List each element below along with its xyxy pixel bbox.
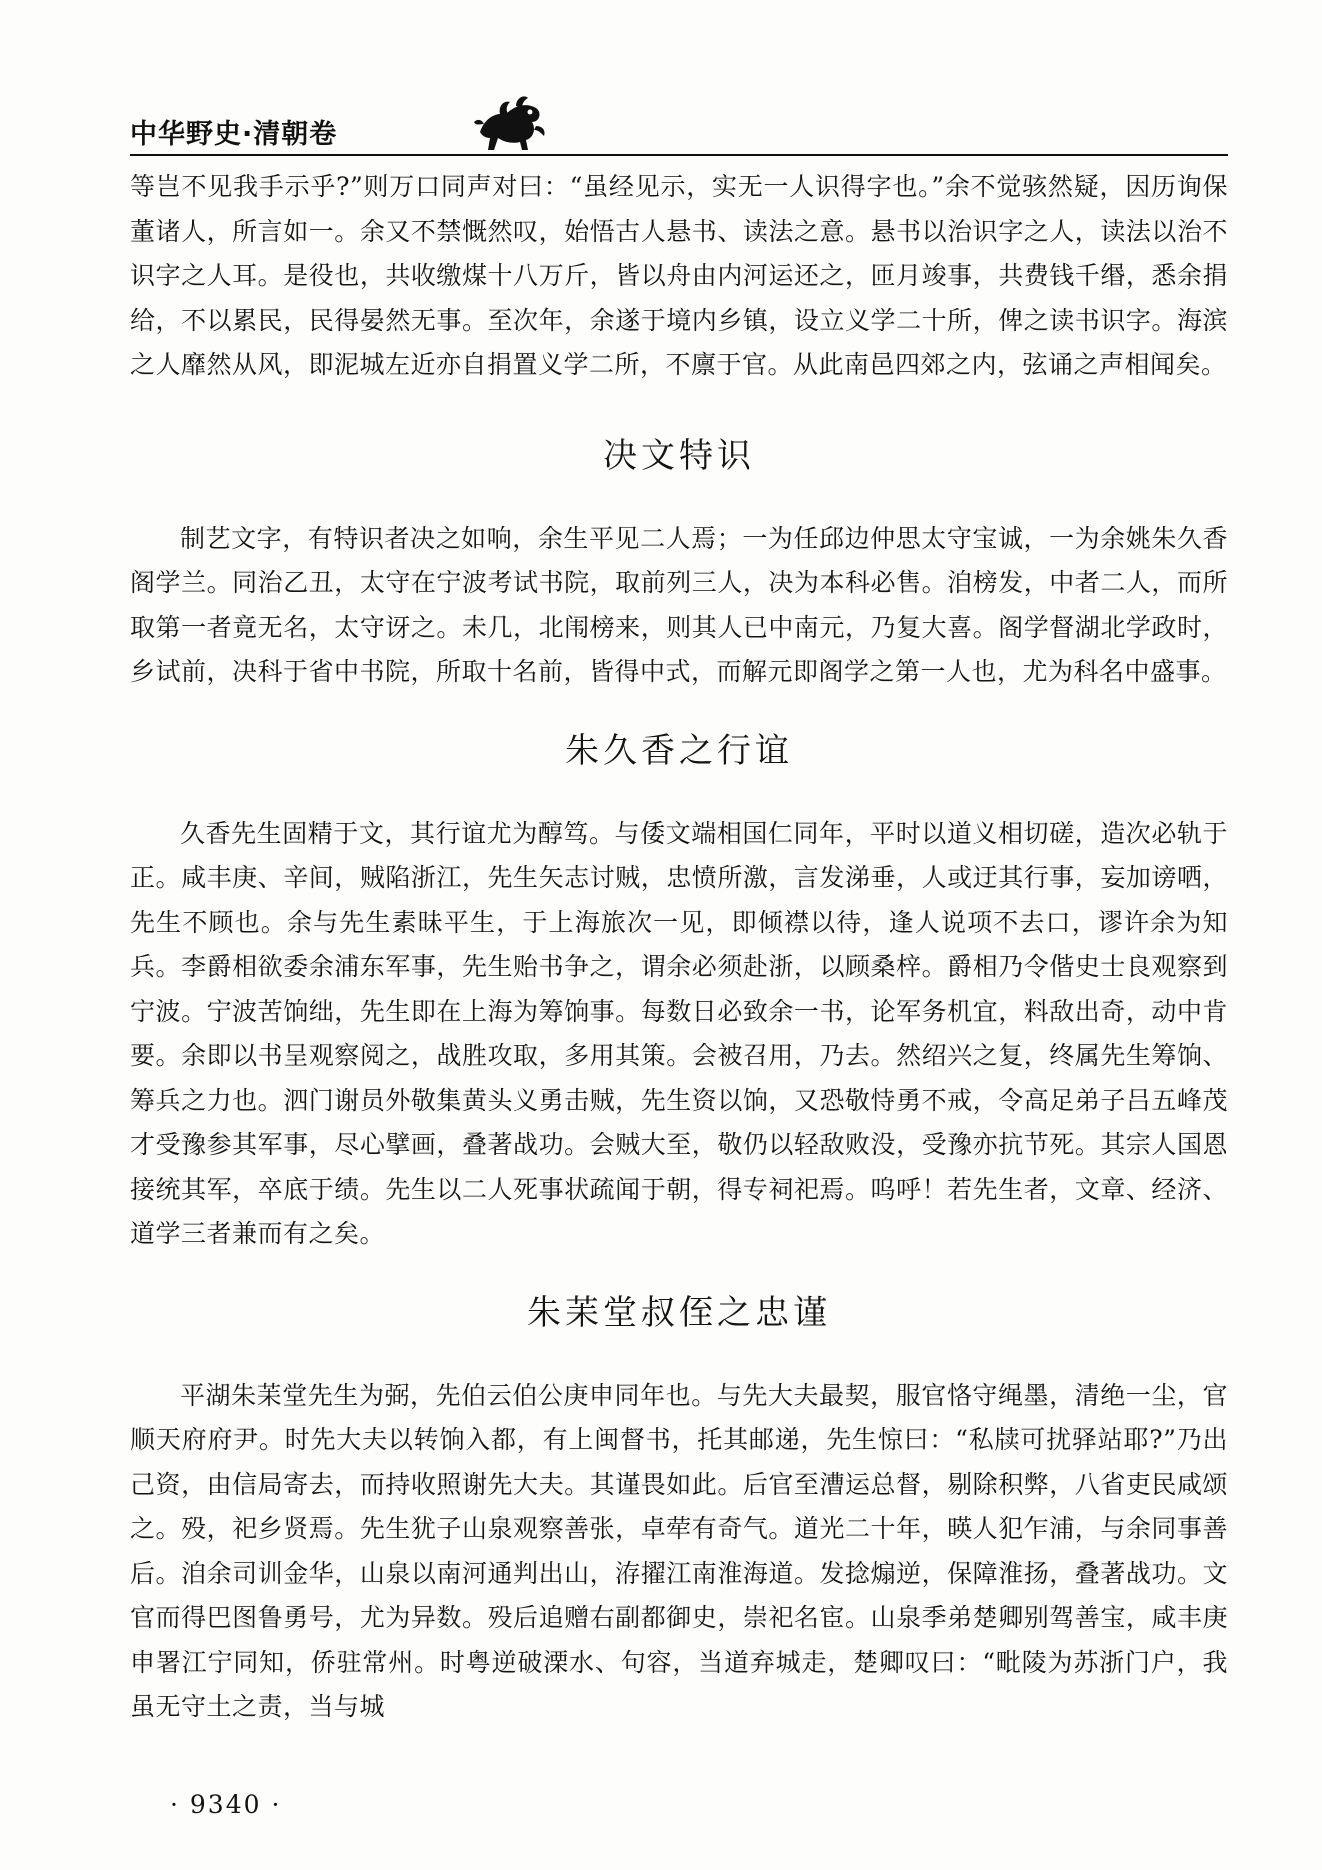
header-rule [130,154,1228,156]
page-number: · 9340 · [170,1790,282,1819]
section-heading-zhu-jiu-xiang: 朱久香之行谊 [565,730,793,771]
paragraph-continued: 等岂不见我手示乎?”则万口同声对曰：“虽经见示，实无一人识得字也。”余不觉骇然疑，因历询保董诸人，所言如一。余又不禁慨然叹，始悟古人悬书、读法之意。悬书以治识字之人，读法以治不识字之人耳。是役也，共收缴煤十八万斤，皆以舟由内河运还之，匝月竣事，共费钱千缗，悉余捐给，不以累民，民得晏然无事。至次年，余遂于境内乡镇，设立义学二十所，俾之读书识字。海滨之人靡然从风，即泥城左近亦自捐置义学二所，不廪于官。从此南邑四郊之内，弦诵之声相闻矣。 [130,172,1228,379]
section-heading-jue-wen-te-shi: 决文特识 [603,435,755,476]
mythical-beast-emblem-icon [470,92,550,154]
section-heading-zhu-ren-tang: 朱苿堂叔侄之忠谨 [527,1292,831,1333]
paragraph-jue-wen-te-shi: 制艺文字，有特识者决之如响，余生平见二人焉；一为任邱边仲思太守宝诚，一为余姚朱久香阁学兰。同治乙丑，太守在宁波考试书院，取前列三人，决为本科必售。洎榜发，中者二人，而所取第一者竟无名，太守讶之。未几，北闱榜来，则其人已中南元，乃复大喜。阁学督湖北学政时，乡试前，决科于省中书院，所取十名前，皆得中式，而解元即阁学之第一人也，尤为科名中盛事。 [130,523,1228,686]
book-title: 中华野史·清朝卷 [130,119,338,150]
running-header [130,100,1228,156]
paragraph-zhu-ren-tang: 平湖朱苿堂先生为弼，先伯云伯公庚申同年也。与先大夫最契，服官恪守绳墨，清绝一尘，官顺天府府尹。时先大夫以转饷入都，有上闽督书，托其邮递，先生惊曰：“私牍可扰驿站耶?”乃出己资，由信局寄去，而持收照谢先大夫。其谨畏如此。后官至漕运总督，剔除积弊，八省吏民咸颂之。殁，祀乡贤焉。先生犹子山泉观察善张，卓荦有奇气。道光二十年，暎人犯乍浦，与余同事善后。洎余司训金华，山泉以南河通判出山，洊擢江南淮海道。发捻煽逆，保障淮扬，叠著战功。文官而得巴图鲁勇号，尤为异数。殁后追赠右副都御史，崇祀名宦。山泉季弟楚卿别驾善宝，咸丰庚申署江宁同知，侨驻常州。时粤逆破溧水、句容，当道弃城走，楚卿叹曰：“毗陵为苏浙门户，我虽无守土之责，当与城 [130,1380,1228,1721]
paragraph-zhu-jiu-xiang: 久香先生固精于文，其行谊尤为醇笃。与倭文端相国仁同年，平时以道义相切磋，造次必轨于正。咸丰庚、辛间，贼陷浙江，先生矢志讨贼，忠愤所激，言发涕垂，人或迂其行事，妄加谤哂，先生不顾也。余与先生素昧平生，于上海旅次一见，即倾襟以待，逢人说项不去口，谬许余为知兵。李爵相欲委余浦东军事，先生贻书争之，谓余必须赴浙，以顾桑梓。爵相乃令偕史士良观察到宁波。宁波苦饷绌，先生即在上海为筹饷事。每数日必致余一书，论军务机宜，料敌出奇，动中肯要。余即以书呈观察阅之，战胜攻取，多用其策。会被召用，乃去。然绍兴之复，终属先生筹饷、筹兵之力也。泗门谢员外敬集黄头义勇击贼，先生资以饷，又恐敬恃勇不戒，令高足弟子吕五峰茂才受豫参其军事，尽心擘画，叠著战功。会贼大至，敬仍以轻敌败没，受豫亦抗节死。其宗人国恩接统其军，卒底于绩。先生以二人死事状疏闻于朝，得专祠祀焉。呜呼！若先生者，文章、经济、道学三者兼而有之矣。 [130,818,1228,1248]
page-body [130,165,1228,1730]
